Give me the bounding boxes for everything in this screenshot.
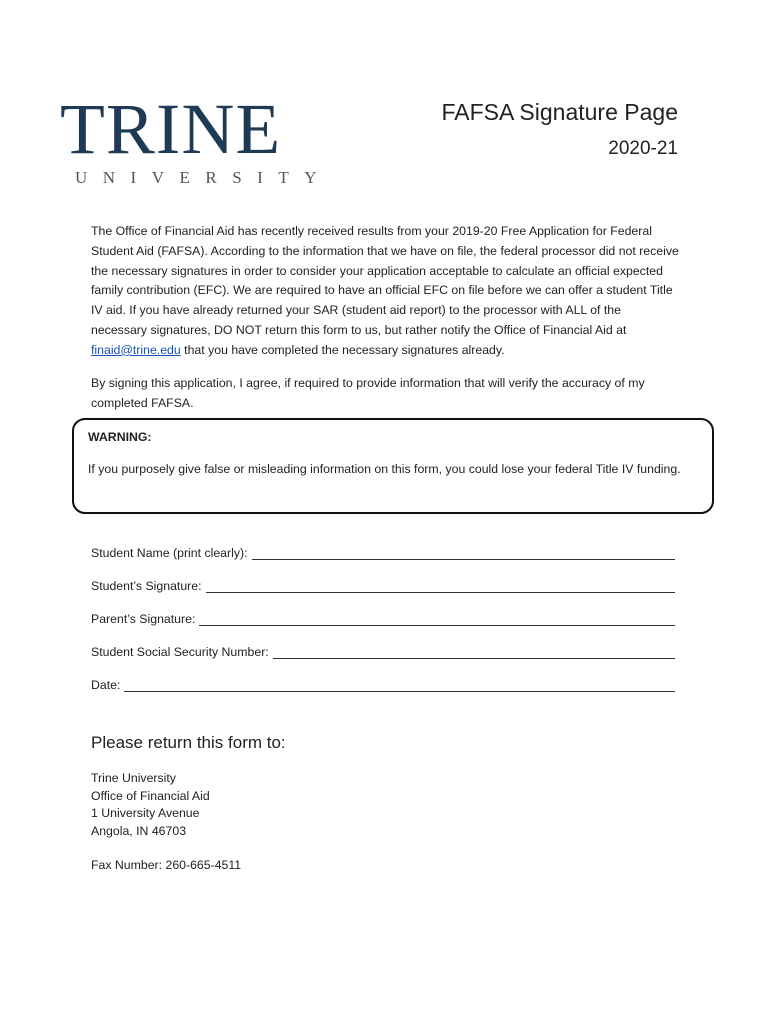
finaid-email-link[interactable]: finaid@trine.edu <box>91 342 181 357</box>
return-address <box>91 770 210 840</box>
agreement-paragraph: By signing this application, I agree, if required to provide information that will verify the accuracy of my completed FAFSA. <box>91 376 645 410</box>
student-name-line[interactable] <box>252 547 675 560</box>
logo-wordmark: TRINE <box>60 89 282 169</box>
student-name-field[interactable] <box>91 546 675 560</box>
trine-university-logo <box>60 89 332 188</box>
student-signature-line[interactable] <box>206 580 675 593</box>
fax-number: Fax Number: 260-665-4511 <box>91 858 242 872</box>
parent-signature-line[interactable] <box>199 613 675 626</box>
warning-heading: WARNING: <box>88 430 152 444</box>
intro-text-after-link: that you have completed the necessary signatures already. <box>180 342 505 357</box>
date-line[interactable] <box>124 679 675 692</box>
student-name-label: Student Name (print clearly): <box>91 546 248 560</box>
student-signature-label: Student’s Signature: <box>91 579 202 593</box>
warning-text: If you purposely give false or misleading information on this form, you could lose your federal Title IV funding. <box>88 461 681 476</box>
student-signature-field[interactable] <box>91 579 675 593</box>
address-line-3: 1 University Avenue <box>91 806 200 821</box>
parent-signature-field[interactable] <box>91 612 675 626</box>
logo-subtitle: UNIVERSITY <box>75 168 332 187</box>
address-line-1: Trine University <box>91 771 176 785</box>
address-line-2: Office of Financial Aid <box>91 788 210 803</box>
document-header <box>441 96 678 160</box>
date-label: Date: <box>91 678 121 692</box>
address-line-4: Angola, IN 46703 <box>91 823 187 838</box>
intro-paragraph <box>91 222 679 361</box>
ssn-label: Student Social Security Number: <box>91 645 269 659</box>
intro-text-before-link: The Office of Financial Aid has recently received results from your 2019-20 Free Application for Federal Student Aid (FAFSA). According to the information that we have on file, the federal processor did not receive the necessary signatures in order to consider your application acceptable to calculate an official expected family contribution (EFC). We are required to have an official EFC on file before we can offer a student Title IV aid. If you have already returned your SAR (student aid report) to the processor with ALL of the necessary signatures, DO NOT return this form to us, but rather notify the Office of Financial Aid at <box>91 224 679 337</box>
parent-signature-label: Parent’s Signature: <box>91 612 196 626</box>
ssn-field[interactable] <box>91 645 675 659</box>
award-year: 2020-21 <box>608 138 678 159</box>
document-title: FAFSA Signature Page <box>441 99 678 125</box>
date-field[interactable] <box>91 678 675 692</box>
return-heading: Please return this form to: <box>91 733 286 752</box>
warning-box <box>72 418 714 514</box>
ssn-line[interactable] <box>273 646 675 659</box>
